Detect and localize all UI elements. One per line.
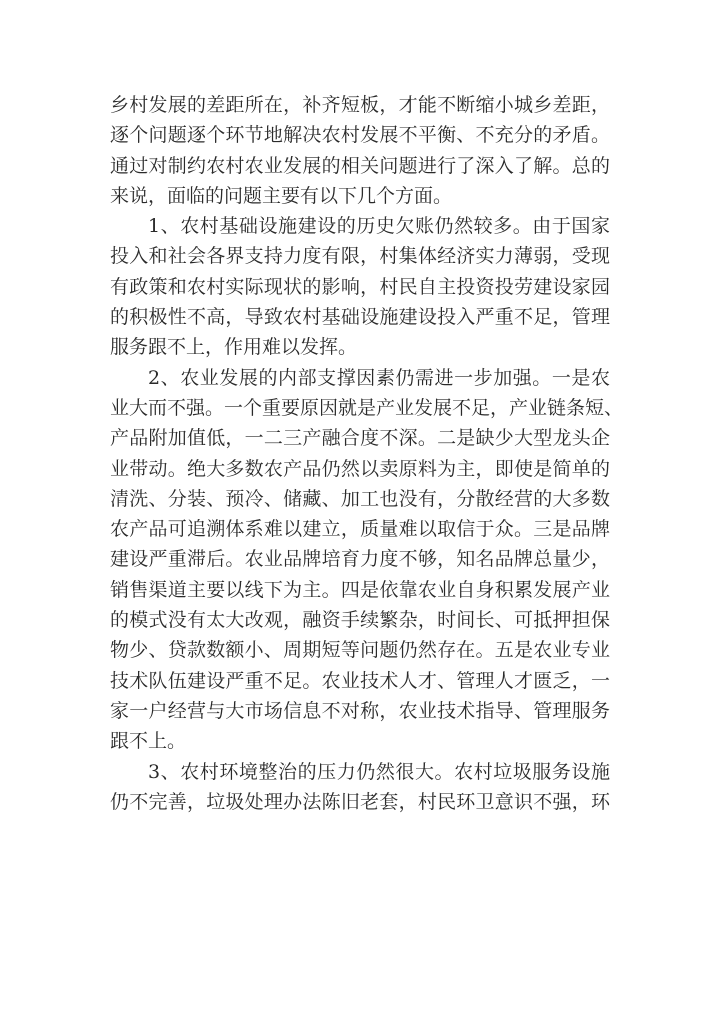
text-line: 投入和社会各界支持力度有限，村集体经济实力薄弱，受现: [110, 245, 610, 268]
text-line: 物少、贷款数额小、周期短等问题仍然存在。五是农业专业: [110, 639, 610, 662]
text-line: 2、农业发展的内部支撑因素仍需进一步加强。一是农: [148, 366, 610, 389]
text-line: 建设严重滞后。农业品牌培育力度不够，知名品牌总量少，: [110, 548, 610, 571]
text-line: 逐个问题逐个环节地解决农村发展不平衡、不充分的矛盾。: [110, 124, 610, 147]
paragraph: [110, 363, 624, 757]
text-line: 1、农村基础设施建设的历史欠账仍然较多。由于国家: [148, 215, 610, 238]
text-line: 通过对制约农村农业发展的相关问题进行了深入了解。总的: [110, 154, 610, 177]
text-line: 技术队伍建设严重不足。农业技术人才、管理人才匮乏，一: [110, 669, 610, 692]
text-line: 仍不完善，垃圾处理办法陈旧老套，村民环卫意识不强，环: [110, 790, 610, 813]
text-line: 产品附加值低，一二三产融合度不深。二是缺少大型龙头企: [110, 427, 610, 450]
text-line: 农产品可追溯体系难以建立，质量难以取信于众。三是品牌: [110, 518, 610, 541]
text-line: 来说，面临的问题主要有以下几个方面。: [110, 184, 453, 207]
text-line: 有政策和农村实际现状的影响，村民自主投资投劳建设家园: [110, 275, 610, 298]
text-line: 清洗、分装、预冷、储藏、加工也没有，分散经营的大多数: [110, 487, 610, 510]
document-body: [110, 90, 624, 817]
paragraph: [110, 90, 610, 211]
paragraph: [110, 757, 610, 818]
text-line: 业大而不强。一个重要原因就是产业发展不足，产业链条短、: [110, 396, 624, 419]
text-line: 销售渠道主要以线下为主。四是依靠农业自身积累发展产业: [110, 578, 610, 601]
text-line: 跟不上。: [110, 730, 187, 753]
text-line: 家一户经营与大市场信息不对称，农业技术指导、管理服务: [110, 699, 610, 722]
text-line: 业带动。绝大多数农产品仍然以卖原料为主，即使是简单的: [110, 457, 610, 480]
text-line: 服务跟不上，作用难以发挥。: [110, 336, 358, 359]
text-line: 的积极性不高，导致农村基础设施建设投入严重不足，管理: [110, 306, 610, 329]
text-line: 乡村发展的差距所在，补齐短板，才能不断缩小城乡差距，: [110, 94, 610, 116]
paragraph: [110, 211, 610, 362]
text-line: 3、农村环境整治的压力仍然很大。农村垃圾服务设施: [148, 760, 610, 783]
text-line: 的模式没有太大改观，融资手续繁杂，时间长、可抵押担保: [110, 609, 610, 632]
